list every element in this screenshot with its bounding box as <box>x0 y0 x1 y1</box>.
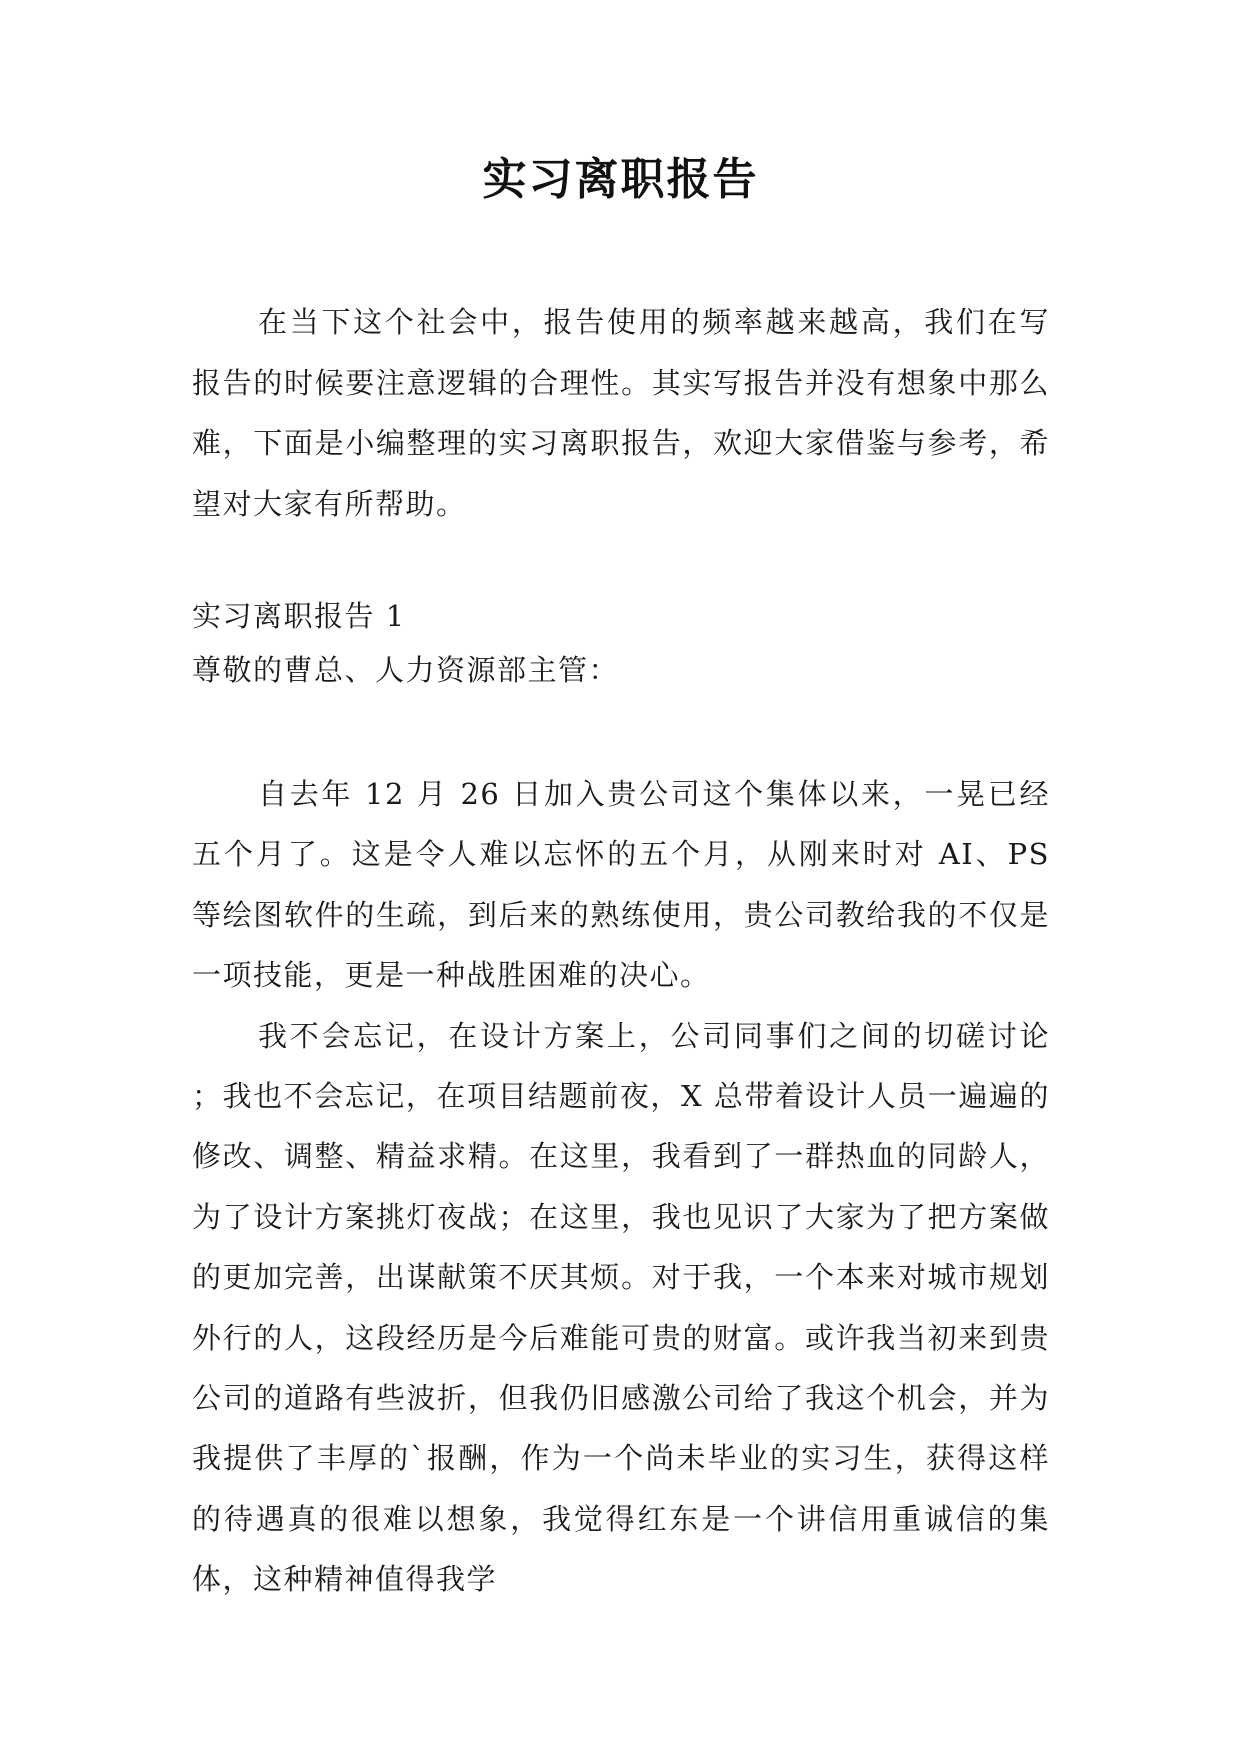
intro-paragraph: 在当下这个社会中，报告使用的频率越来越高，我们在写报告的时候要注意逻辑的合理性。其实写报告并没有想象中那么难，下面是小编整理的实习离职报告，欢迎大家借鉴与参考，希望对大家有所帮助。 <box>192 305 1050 521</box>
section-heading: 实习离职报告 1 <box>192 599 406 633</box>
body-paragraph: 我不会忘记，在设计方案上，公司同事们之间的切磋讨论 ；我也不会忘记，在项目结题前夜，X 总带着设计人员一遍遍的修改、调整、精益求精。在这里，我看到了一群热血的同龄人，为了设计方案挑灯夜战；在这里，我也见识了大家为了把方案做的更加完善，出谋献策不厌其烦。对于我，一个本来对城市规划外行的人，这段经历是今后难能可贵的财富。或许我当初来到贵公司的道路有些波折，但我仍旧感激公司给了我这个机会，并为我提供了丰厚的`报酬，作为一个尚未毕业的实习生，获得这样的待遇真的很难以想象，我觉得红东是一个讲信用重诚信的集体，这种精神值得我学 <box>192 1018 1050 1597</box>
letter-body <box>192 764 1050 1610</box>
salutation: 尊敬的曹总、人力资源部主管： <box>192 653 620 687</box>
document-title: 实习离职报告 <box>482 154 759 205</box>
body-paragraph: 自去年 12 月 26 日加入贵公司这个集体以来，一晃已经五个月了。这是令人难以忘怀的五个月，从刚来时对 AI、PS 等绘图软件的生疏，到后来的熟练使用，贵公司教给我的不仅是一项技能，更是一种战胜困难的决心。 <box>192 777 1050 993</box>
